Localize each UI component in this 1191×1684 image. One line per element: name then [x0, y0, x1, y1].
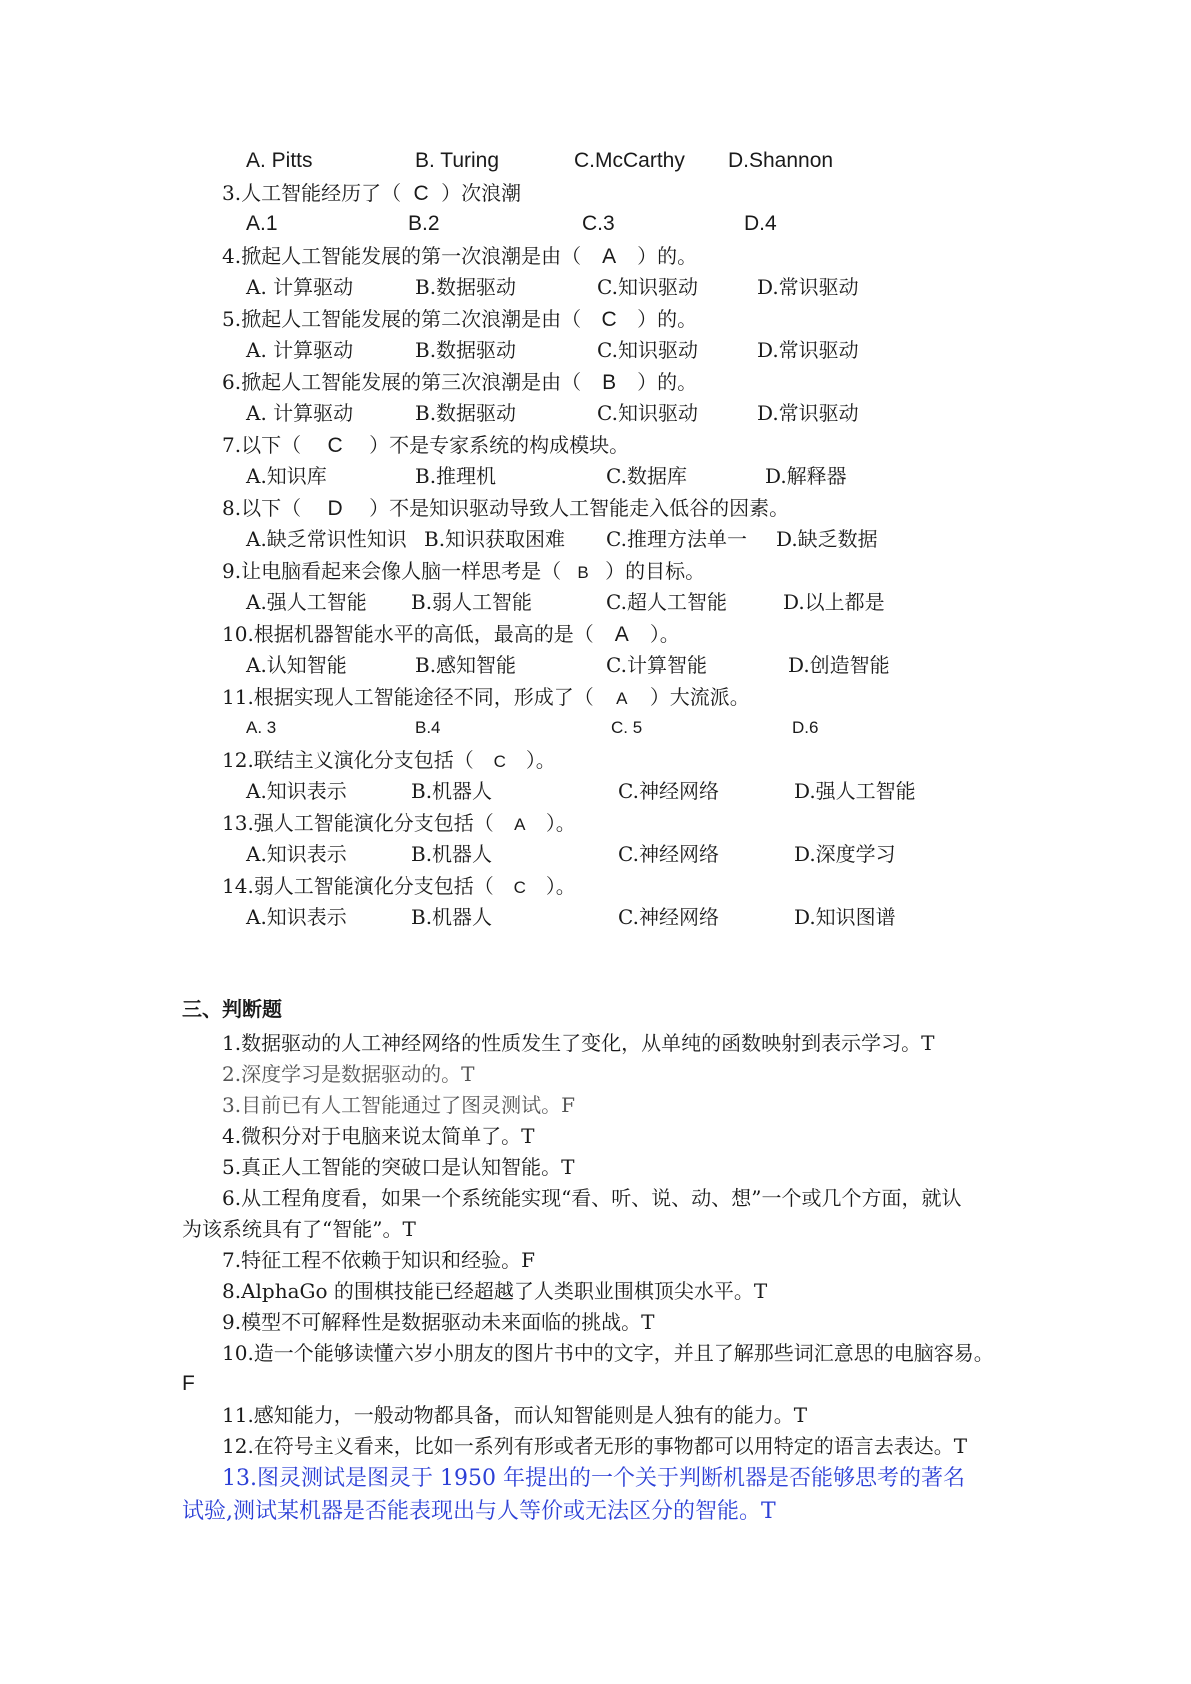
question-4	[222, 243, 697, 270]
tf-item-13-line-2: 试验,测试某机器是否能表现出与人等价或无法区分的智能。T	[182, 1499, 776, 1524]
section-heading: 三、判断题	[182, 997, 282, 1021]
q2-option-b: B. Turing	[415, 149, 500, 172]
q10-option-a: A.认知智能	[246, 653, 347, 677]
q3-option-c: C.3	[582, 212, 615, 235]
question-stem: 7.以下（	[222, 433, 302, 457]
question-stem-end: ）。	[545, 874, 576, 898]
q14-option-a: A.知识表示	[246, 905, 347, 929]
q5-option-c: C.知识驱动	[597, 338, 698, 362]
tf-item-10-line-1: 10.造一个能够读懂六岁小朋友的图片书中的文字，并且了解那些词汇意思的电脑容易。	[222, 1341, 994, 1365]
tf-item-5: 5.真正人工智能的突破口是认知智能。T	[222, 1155, 575, 1179]
answer: A	[616, 689, 628, 708]
answer: B	[602, 371, 617, 394]
tf-item-7: 7.特征工程不依赖于知识和经验。F	[222, 1248, 535, 1272]
q2-option-d: D.Shannon	[728, 149, 834, 172]
answer: A	[614, 623, 629, 646]
question-stem-end: ）不是知识驱动导致人工智能走入低谷的因素。	[369, 496, 790, 520]
q9-option-a: A.强人工智能	[246, 590, 367, 614]
question-stem-end: ）的。	[637, 370, 698, 394]
q6-option-d: D.常识驱动	[757, 401, 859, 425]
question-stem-end: ）的。	[637, 244, 698, 268]
question-8	[222, 495, 789, 522]
question-stem: 10.根据机器智能水平的高低，最高的是（	[222, 622, 594, 646]
tf-item-2: 2.深度学习是数据驱动的。T	[222, 1062, 475, 1086]
question-stem: 14.弱人工智能演化分支包括（	[222, 874, 494, 898]
q9-option-b: B.弱人工智能	[411, 590, 533, 614]
q3-option-b: B.2	[408, 212, 440, 235]
q8-option-b: B.知识获取困难	[424, 527, 566, 551]
question-stem-end: ）。	[649, 622, 680, 646]
question-stem-end: ）不是专家系统的构成模块。	[369, 433, 630, 457]
q5-option-a: A. 计算驱动	[246, 338, 354, 362]
question-stem-end: ）大流派。	[649, 685, 750, 709]
q8-option-a: A.缺乏常识性知识	[246, 527, 407, 551]
q3-option-d: D.4	[744, 212, 777, 235]
q13-option-c: C.神经网络	[618, 842, 719, 866]
question-6	[222, 369, 697, 396]
tf-item-8: 8.AlphaGo 的围棋技能已经超越了人类职业围棋顶尖水平。T	[222, 1279, 768, 1303]
q7-option-b: B.推理机	[415, 464, 497, 488]
q10-option-c: C.计算智能	[606, 653, 707, 677]
q7-option-c: C.数据库	[606, 464, 687, 488]
question-stem-end: ）的。	[637, 307, 698, 331]
question-13	[222, 810, 576, 838]
q11-option-a: A. 3	[246, 718, 277, 737]
q8-option-c: C.推理方法单一	[606, 527, 747, 551]
tf-item-10-line-2: F	[182, 1372, 195, 1395]
q12-option-c: C.神经网络	[618, 779, 719, 803]
question-9	[222, 558, 705, 586]
q7-option-a: A.知识库	[246, 464, 327, 488]
question-14	[222, 873, 576, 901]
question-stem-end: ）次浪潮	[441, 181, 522, 205]
q13-option-b: B.机器人	[411, 842, 493, 866]
q6-option-a: A. 计算驱动	[246, 401, 354, 425]
question-stem: 3.人工智能经历了（	[222, 181, 402, 205]
question-stem-end: ）的目标。	[605, 559, 706, 583]
q9-option-c: C.超人工智能	[606, 590, 727, 614]
question-stem: 13.强人工智能演化分支包括（	[222, 811, 494, 835]
q14-option-d: D.知识图谱	[794, 905, 896, 929]
q12-option-a: A.知识表示	[246, 779, 347, 803]
question-stem: 6.掀起人工智能发展的第三次浪潮是由（	[222, 370, 582, 394]
q11-option-b: B.4	[415, 718, 441, 737]
q12-option-d: D.强人工智能	[794, 779, 916, 803]
q6-option-b: B.数据驱动	[415, 401, 517, 425]
q10-option-d: D.创造智能	[788, 653, 890, 677]
q5-option-b: B.数据驱动	[415, 338, 517, 362]
answer: D	[327, 497, 343, 520]
answer: A	[514, 815, 526, 834]
question-stem: 11.根据实现人工智能途径不同，形成了（	[222, 685, 594, 709]
q9-option-d: D.以上都是	[783, 590, 885, 614]
question-5	[222, 306, 697, 333]
q13-option-d: D.深度学习	[794, 842, 896, 866]
tf-item-12: 12.在符号主义看来，比如一系列有形或者无形的事物都可以用特定的语言去表达。T	[222, 1434, 968, 1458]
q10-option-b: B.感知智能	[415, 653, 517, 677]
question-stem: 8.以下（	[222, 496, 302, 520]
q13-option-a: A.知识表示	[246, 842, 347, 866]
tf-item-6-line-2: 为该系统具有了“智能”。T	[182, 1217, 416, 1241]
tf-item-11: 11.感知能力，一般动物都具备，而认知智能则是人独有的能力。T	[222, 1403, 808, 1427]
q2-option-c: C.McCarthy	[574, 149, 685, 172]
question-stem: 9.让电脑看起来会像人脑一样思考是（	[222, 559, 562, 583]
tf-item-4: 4.微积分对于电脑来说太简单了。T	[222, 1124, 535, 1148]
q14-option-c: C.神经网络	[618, 905, 719, 929]
tf-item-9: 9.模型不可解释性是数据驱动未来面临的挑战。T	[222, 1310, 655, 1334]
answer: A	[602, 245, 617, 268]
answer: C	[327, 434, 343, 457]
answer: B	[577, 563, 589, 582]
tf-item-6-line-1: 6.从工程角度看，如果一个系统能实现“看、听、说、动、想”一个或几个方面，就认	[222, 1186, 962, 1210]
question-7	[222, 432, 629, 459]
q2-option-a: A. Pitts	[246, 149, 313, 172]
answer: C	[493, 752, 506, 771]
answer: C	[513, 878, 526, 897]
answer: C	[413, 182, 429, 205]
question-stem-end: ）。	[545, 811, 576, 835]
q12-option-b: B.机器人	[411, 779, 493, 803]
question-stem: 5.掀起人工智能发展的第二次浪潮是由（	[222, 307, 582, 331]
question-10	[222, 621, 680, 648]
q8-option-d: D.缺乏数据	[776, 527, 878, 551]
question-3	[222, 180, 521, 207]
q11-option-d: D.6	[792, 718, 819, 737]
question-stem: 12.联结主义演化分支包括（	[222, 748, 474, 772]
tf-item-13-line-1: 13.图灵测试是图灵于 1950 年提出的一个关于判断机器是否能够思考的著名	[222, 1466, 965, 1491]
q11-option-c: C. 5	[611, 718, 643, 737]
tf-item-1: 1.数据驱动的人工神经网络的性质发生了变化，从单纯的函数映射到表示学习。T	[222, 1031, 935, 1055]
q3-option-a: A.1	[246, 212, 278, 235]
q14-option-b: B.机器人	[411, 905, 493, 929]
question-stem: 4.掀起人工智能发展的第一次浪潮是由（	[222, 244, 582, 268]
q4-option-b: B.数据驱动	[415, 275, 517, 299]
q7-option-d: D.解释器	[765, 464, 847, 488]
question-11	[222, 684, 750, 712]
answer: C	[601, 308, 617, 331]
q6-option-c: C.知识驱动	[597, 401, 698, 425]
q5-option-d: D.常识驱动	[757, 338, 859, 362]
q4-option-a: A. 计算驱动	[246, 275, 354, 299]
q4-option-d: D.常识驱动	[757, 275, 859, 299]
question-12	[222, 747, 556, 775]
tf-item-3: 3.目前已有人工智能通过了图灵测试。F	[222, 1093, 575, 1117]
question-stem-end: ）。	[525, 748, 556, 772]
q4-option-c: C.知识驱动	[597, 275, 698, 299]
